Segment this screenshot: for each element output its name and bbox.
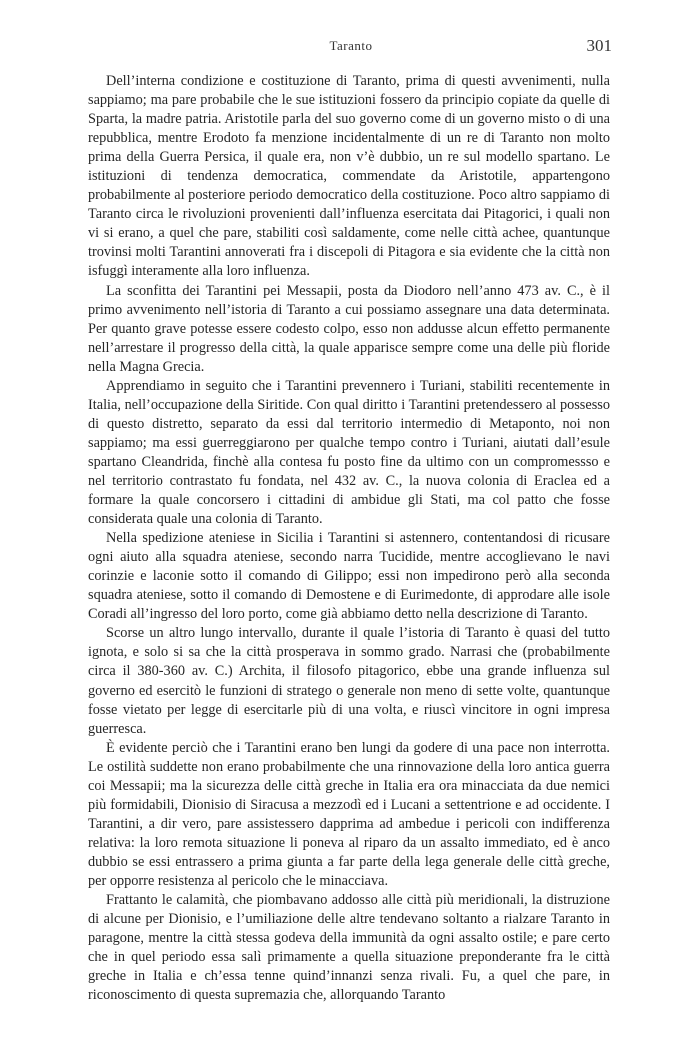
paragraph: Scorse un altro lungo intervallo, durante il quale l’istoria di Taranto è quasi del tutto ignota, e solo si sa che la città prosperava in sommo grado. Narrasi che (probabilmente circa il 380-360 av. C.) Archita, il filosofo pitagorico, ebbe una grande influenza sul governo ed esercitò le funzioni di stratego o generale non meno di sette volte, quantunque fosse vietato per legge di esercitarle più di una volta, e riuscì vincitore in ogni impresa guerresca. (88, 625, 610, 737)
running-title: Taranto (329, 38, 373, 53)
paragraph: Dell’interna condizione e costituzione di Taranto, prima di questi avvenimenti, nulla sappiamo; ma pare probabile che le sue istituzioni fossero da principio copiate da quelle di Sparta, la madre patria. Aristotile parla del suo governo come di un governo misto o di una repubblica, mentre Erodoto fa menzione incidentalmente di un re di Taranto non molto prima della Guerra Persica, il quale era, non v’è dubbio, un re sul modello spartano. Le istituzioni di tendenza democratica, commendate da Aristotile, appartengono probabilmente al posteriore periodo democratico della costituzione. Poco altro sappiamo di Taranto circa le rivoluzioni provenienti dall’influenza esercitata dai Pitagorici, i quali non vi si erano, a quel che pare, stabiliti così saldamente, come nelle città achee, quantunque trovinsi molti Tarantini annoverati fra i discepoli di Pitagora e sia evidente che la città non isfuggì interamente alla loro influenza. (88, 73, 610, 280)
paragraph: Frattanto le calamità, che piombavano addosso alle città più meridionali, la distruzione di alcune per Dionisio, e l’umiliazione delle altre tendevano soltanto a rialzare Taranto in paragone, mentre la città stessa godeva della immunità da ogni assalto ostile; e pare certo che in quel periodo essa salì primamente a quella situazione preponderante fra le città greche in Italia e ch’essa tenne quind’innanzi senza rivali. Fu, a quel che pare, in riconoscimento di questa supremazia che, allorquando Taranto (88, 892, 610, 1004)
paragraph: È evidente perciò che i Tarantini erano ben lungi da godere di una pace non interrotta. Le ostilità suddette non erano probabilmente che una rinnovazione della loro antica guerra coi Messapii; ma la sicurezza delle città greche in Italia era ora minacciata da due nemici più formidabili, Dionisio di Siracusa a mezzodì ed i Lucani a settentrione e ad occidente. I Tarantini, a dir vero, pare assistessero dapprima ad ambedue i pericoli con indifferenza relativa: la loro remota situazione li poneva al riparo da un assalto immediato, ed è anco dubbio se essi entrassero a prima giunta a far parte della lega generale delle città greche, per opporre resistenza al pericolo che le minacciava. (88, 739, 610, 889)
paragraph: La sconfitta dei Tarantini pei Messapii, posta da Diodoro nell’anno 473 av. C., è il primo avvenimento nell’istoria di Taranto a cui possiamo assegnare una data determinata. Per quanto grave potesse essere codesto colpo, esso non addusse alcun effetto permanente nell’arrestare il progresso della città, la quale apparisce sempre come una delle più floride nella Magna Grecia. (88, 282, 610, 375)
page-number: 301 (586, 36, 612, 55)
paragraph: Nella spedizione ateniese in Sicilia i Tarantini si astennero, contentandosi di ricusare ogni aiuto alla squadra ateniese, secondo narra Tucidide, mentre accoglievano le navi corinzie e laconie sotto il comando di Gilippo; essi non impedirono però alla seconda squadra ateniese, sotto il comando di Demostene e di Eurimedonte, di approdare alle isole Coradi all’ingresso del loro porto, come già abbiamo detto nella descrizione di Taranto. (88, 530, 610, 623)
page-header (90, 36, 612, 60)
paragraph: Apprendiamo in seguito che i Tarantini prevennero i Turiani, stabiliti recentemente in Italia, nell’occupazione della Siritide. Con qual diritto i Tarantini pretendessero al possesso di questo distretto, separato da essi dal territorio intermedio di Metaponto, noi non sappiamo; ma essi guerreggiarono per qualche tempo contro i Turiani, aiutati dall’esule spartano Cleandrida, finchè alla contesa fu posto fine da ultimo con un compromessso e nel territorio contrastato fu fondata, nel 432 av. C., la nuova colonia di Eraclea ed a formare la quale concorsero i cittadini di ambidue gli Stati, ma col patto che fosse considerata quale una colonia di Taranto. (88, 377, 610, 528)
body-text (88, 72, 610, 1005)
